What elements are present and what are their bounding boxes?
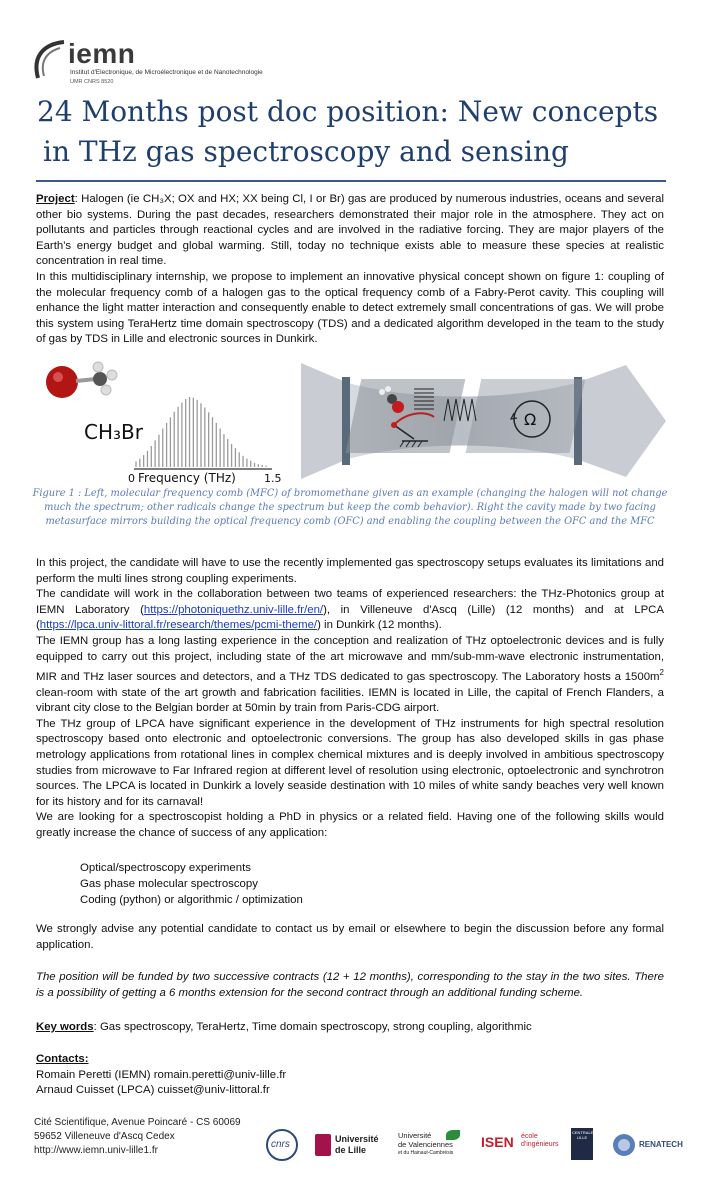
- body-p3-b: clean-room with state of the art growth and fabrication facilities. IEMN is located in Lille, the capital of French Flanders, a vibrant city close to the Belgian border at 50min by train from Paris-CDG airport.: [36, 686, 664, 715]
- title-line-1: 24 Months post doc position: New concepts: [37, 95, 659, 128]
- keywords-label: Key words: [36, 1021, 94, 1033]
- skills-list: [80, 860, 303, 908]
- project-text: : Halogen (ie CH₃X; OX and HX; XX being Cl, I or Br) gas are produced by numerous industries, oceans and several other bio systems. During the past decades, researchers demonstrated their major role in the atmosphere. They act on pollutants and particles through reactional cycles and are involved in the radiative forcing. They are major players of the Earth's energy budget and global warming. Still, today no technique exists able to measure these species at realistic concentration in real time.: [36, 193, 664, 268]
- body-p1: In this project, the candidate will have to use the recently implemented gas spectroscopy setups evaluates its limitations and perform the multi lines strong coupling experiments.: [36, 557, 664, 585]
- body-p3-a: The IEMN group has a long lasting experience in the conception and realization of THz optoelectronic devices and is fully equipped to carry out this project, including state of the art microwave and mm/sub-mm-wave electronic instrumentation, MIR and THz laser sources and detectors, and a THz TDS dedicated to gas spectroscopy. The Laboratory hosts a 1500m: [36, 634, 664, 683]
- centrale-logo: [571, 1128, 595, 1164]
- lpca-link[interactable]: https://lpca.univ-littoral.fr/research/themes/pcmi-theme/: [39, 619, 318, 632]
- project-label: Project: [36, 193, 75, 205]
- address-line-2: 59652 Villeneuve d'Ascq Cedex: [34, 1131, 175, 1142]
- project-paragraph-2: In this multidisciplinary internship, we propose to implement an innovative physical concept shown on figure 1: coupling of the molecular frequency comb of a halogen gas to the optical frequency comb of a Fabry-Perot cavity. This coupling will enhance the light matter interaction and consequently enable to detect extremely small concentrations of gas. We will probe this system using TeraHertz time domain spectroscopy (TDS) and a dedicated algorithm developed in the team to the study of gas by TDS in Lille and electronic sources in Dunkirk.: [36, 270, 664, 346]
- frequency-axis-label: Frequency (THz): [138, 471, 236, 485]
- figure-caption: Figure 1 : Left, molecular frequency comb (MFC) of bromomethane given as an example (changing the halogen will not change much the spectrum; other radicals change the spectrum but keep the comb behavior). Right the cavity made by two facing metasurface mirrors building the optical frequency comb (OFC) and enabling the coupling between the OFC and the MFC: [32, 488, 668, 527]
- project-paragraph: [36, 192, 664, 348]
- x-tick-end: 1.5: [264, 472, 282, 485]
- page-title: [37, 92, 677, 172]
- carbon-atom-icon: [93, 372, 107, 386]
- title-divider: [36, 180, 666, 182]
- body-p4: The THz group of LPCA have significant experience in the development of THz instruments for high spectral resolution spectroscopy based onto electronic and optoelectronic conversions. The group has also developed skills in gas phase metrology applications from rotational lines in complex chemical mixtures and is deeply involved in ambitious spectroscopy studies from microwave to Far Infrared region at different level of resolution using electronic, optoelectronic and synchrotron sources. The LPCA is located in Dunkirk a lovely seaside destination with 10 miles of white sandy beaches very well known for its history and for its carnaval!: [36, 717, 664, 808]
- keywords-text: : Gas spectroscopy, TeraHertz, Time domain spectroscopy, strong coupling, algorithmic: [93, 1021, 532, 1033]
- isen-logo: [481, 1128, 561, 1164]
- renatech-text: RENATECH: [639, 1140, 683, 1149]
- contact-peretti: Romain Peretti (IEMN) romain.peretti@univ-lille.fr: [36, 1068, 287, 1081]
- renatech-logo: [611, 1128, 681, 1164]
- body-block-1: [36, 556, 664, 841]
- bromine-atom-icon: [46, 366, 78, 398]
- figure-graphic: [36, 357, 666, 485]
- photonics-link[interactable]: https://photoniquethz.univ-lille.fr/en/: [143, 603, 324, 616]
- title-line-2: in THz gas spectroscopy and sensing: [43, 135, 569, 168]
- contacts-label: Contacts:: [36, 1053, 89, 1065]
- logo-subtitle: Institut d'Electronique, de Microélectronique et de Nanotechnologie: [70, 69, 263, 76]
- centrale-text: CENTRALE LILLE: [572, 1130, 594, 1140]
- logo-unit: UMR CNRS 8520: [70, 79, 114, 85]
- body-p5: We are looking for a spectroscopist holding a PhD in physics or a related field. Having one of the following skills would greatly increase the chance of success of any application:: [36, 811, 664, 839]
- footer-address: [34, 1116, 241, 1158]
- figure-1: [36, 357, 666, 485]
- skill-item: Optical/spectroscopy experiments: [80, 862, 251, 874]
- uphf-text-1: Université: [398, 1131, 432, 1140]
- funding-paragraph: The position will be funded by two successive contracts (12 + 12 months), corresponding to the stay in the two sites. There is a possibility of getting a 6 months extension for the second contract through an additional funding scheme.: [36, 971, 664, 999]
- omega-symbol: Ω: [524, 410, 537, 429]
- molecule-label: CH₃Br: [84, 420, 143, 444]
- isen-sub-2: d'ingénieurs: [521, 1141, 559, 1148]
- body-p2-c: ) in Dunkirk (12 months).: [317, 619, 442, 632]
- body-p2-a: The candidate will work in the collaboration between two teams of experienced researchers: the THz-Photonics group at IEMN Laboratory (: [36, 588, 664, 616]
- comb-spectrum: [136, 397, 266, 467]
- beam-output: [576, 365, 666, 477]
- univ-lille-logo: [315, 1128, 385, 1164]
- advice-paragraph: We strongly advise any potential candidate to contact us by email or elsewhere to begin the discussion before any formal application.: [36, 923, 664, 951]
- contact-cuisset: Arnaud Cuisset (LPCA) cuisset@univ-littoral.fr: [36, 1084, 270, 1097]
- x-tick-start: 0: [128, 472, 135, 485]
- contacts-block: [36, 1052, 664, 1099]
- logo-name: iemn: [68, 38, 136, 69]
- uphf-logo: [398, 1128, 468, 1164]
- skill-item: Gas phase molecular spectroscopy: [80, 878, 258, 890]
- iemn-swoosh-icon: [30, 38, 70, 86]
- beam-input: [301, 363, 348, 479]
- website-url: http://www.iemn.univ-lille1.fr: [34, 1145, 158, 1156]
- cnrs-text: cnrs: [271, 1139, 290, 1150]
- isen-text: ISEN: [481, 1134, 514, 1150]
- address-line-1: Cité Scientifique, Avenue Poincaré - CS 60069: [34, 1117, 241, 1128]
- body-p2-b: ), in Villeneuve d'Ascq (Lille) (12 months) and at LPCA (: [36, 603, 664, 632]
- isen-sub-1: école: [521, 1133, 538, 1140]
- uphf-text-2: de Valenciennes: [398, 1139, 453, 1149]
- lille-text-1: Université: [335, 1134, 379, 1144]
- skill-item: Coding (python) or algorithmic / optimization: [80, 894, 303, 906]
- iemn-logo: [30, 38, 310, 96]
- partner-logos: [265, 1128, 685, 1168]
- uphf-text-3: et du Hainaut-Cambrésis: [398, 1150, 454, 1156]
- cnrs-logo: [265, 1128, 299, 1164]
- lille-text-2: de Lille: [335, 1145, 367, 1155]
- body-p3-sup: 2: [659, 668, 664, 678]
- keywords-paragraph: [36, 1020, 664, 1036]
